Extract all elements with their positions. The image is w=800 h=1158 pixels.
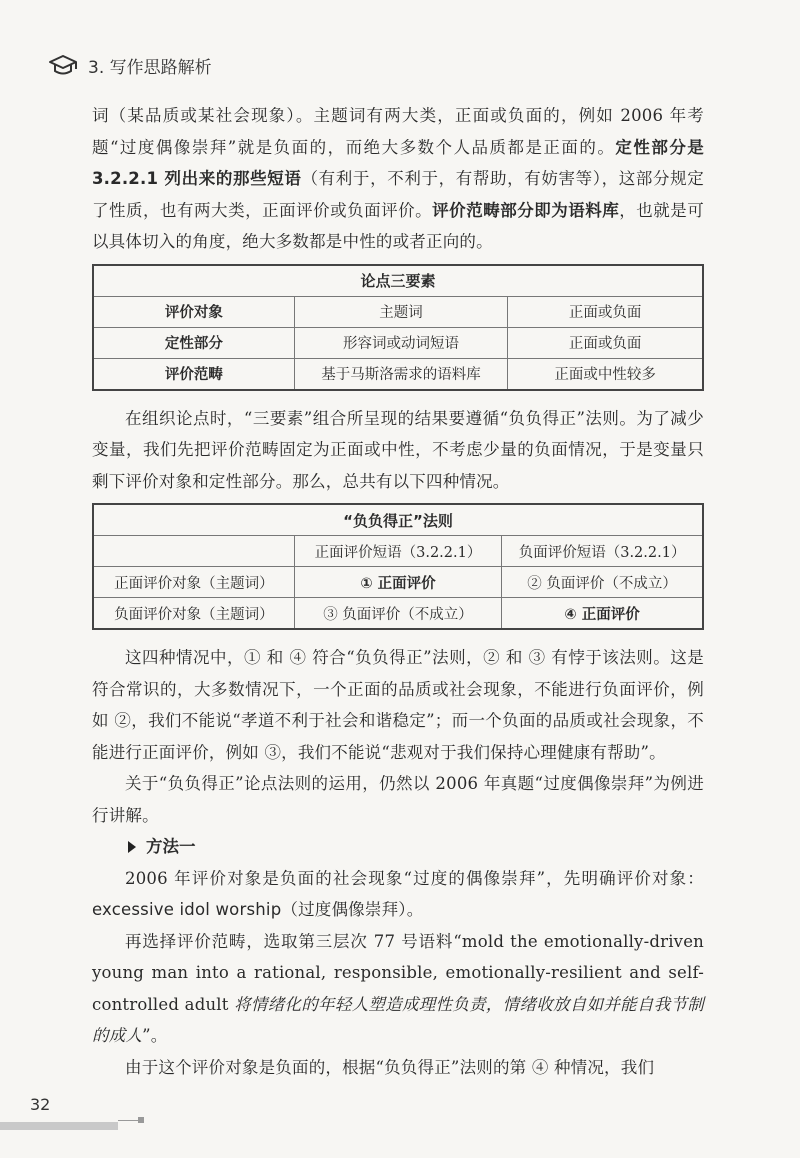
footer-dot <box>138 1117 144 1123</box>
table2-empty-cell <box>93 536 294 567</box>
table1-cell: 形容词或动词短语 <box>294 327 508 358</box>
para1-text-3: ，也就是可以具体切入的角度，绝大多数都是中性的或者正向的。 <box>92 200 704 251</box>
table1-row-label: 定性部分 <box>93 327 294 358</box>
table-row <box>93 358 703 390</box>
table-row <box>93 327 703 358</box>
table1-cell: 正面或中性较多 <box>508 358 703 390</box>
para1-bold-2: 评价范畴部分即为语料库 <box>432 200 620 220</box>
page-body <box>92 100 704 1083</box>
table1-row-label: 评价对象 <box>93 296 294 327</box>
table1-cell: 正面或负面 <box>508 296 703 327</box>
table2-col-header: 负面评价短语（3.2.2.1） <box>502 536 703 567</box>
triangle-bullet-icon <box>128 841 136 853</box>
table-row <box>93 598 703 630</box>
table2-row-label: 负面评价对象（主题词） <box>93 598 294 630</box>
table1-cell: 基于马斯洛需求的语料库 <box>294 358 508 390</box>
para1-text-2: （有利于，不利于，有帮助，有妨害等），这部分规定了性质，也有两大类，正面评价或负面评价。 <box>92 169 704 220</box>
paragraph-4: 关于“负负得正”论点法则的运用，仍然以 2006 年真题“过度偶像崇拜”为例进行讲解。 <box>92 774 704 825</box>
para6-end: ”。 <box>142 1026 168 1045</box>
paragraph-1 <box>92 100 704 258</box>
para5-text: 2006 年评价对象是负面的社会现象“过度的偶像崇拜”，先明确评价对象： <box>125 868 704 888</box>
paragraph-3: 这四种情况中，① 和 ④ 符合“负负得正”法则，② 和 ③ 有悖于该法则。这是符合常识的，大多数情况下，一个正面的品质或社会现象，不能进行负面评价，例如 ②，我们不能说“孝道不利于社会和谐稳定”；而一个负面的品质或社会现象，不能进行正面评价，例如 ③，我们不能说“悲观对于我们保持心理健康有帮助”。 <box>92 648 704 762</box>
table-row <box>93 567 703 598</box>
para1-text-1: 词（某品质或某社会现象）。主题词有两大类，正面或负面的，例如 2006 年考题“过度偶像崇拜”就是负面的，而绝大多数个人品质都是正面的。 <box>92 106 704 157</box>
para1-bold-1: 定性部分是 3.2.2.1 列出来的那些短语 <box>92 137 705 188</box>
three-elements-table <box>92 264 704 391</box>
table2-cell: ③ 负面评价（不成立） <box>294 598 501 630</box>
paragraph-6 <box>92 926 704 1052</box>
table1-cell: 正面或负面 <box>508 327 703 358</box>
graduation-cap-icon <box>48 53 78 77</box>
table2-cell: ① 正面评价 <box>294 567 501 598</box>
method-heading <box>92 831 704 863</box>
paragraph-2: 在组织论点时，“三要素”组合所呈现的结果要遵循“负负得正”法则。为了减少变量，我们先把评价范畴固定为正面或中性，不考虑少量的负面情况，于是变量只剩下评价对象和定性部分。那么，总共有以下四种情况。 <box>92 408 704 491</box>
table1-row-label: 评价范畴 <box>93 358 294 390</box>
chapter-header <box>48 50 212 80</box>
para5-tail: （过度偶像崇拜）。 <box>281 900 424 919</box>
para6-text: 再选择评价范畴，选取第三层次 77 号语料“ <box>125 931 462 951</box>
table-row <box>93 296 703 327</box>
paragraph-5 <box>92 863 704 926</box>
chapter-title: 3. 写作思路解析 <box>88 57 212 78</box>
table1-cell: 主题词 <box>294 296 508 327</box>
table2-title: “负负得正”法则 <box>93 504 703 536</box>
paragraph-7: 由于这个评价对象是负面的，根据“负负得正”法则的第 ④ 种情况，我们 <box>125 1057 655 1077</box>
page-number: 32 <box>30 1095 51 1114</box>
table-row <box>93 536 703 567</box>
table1-title: 论点三要素 <box>93 265 703 297</box>
footer-line <box>118 1120 140 1121</box>
method-label: 方法一 <box>146 837 196 856</box>
table2-cell: ④ 正面评价 <box>502 598 703 630</box>
para6-english: mold the emotionally-driven young man into a rational, responsible, emotionally-resilient and self-controlled adult <box>92 931 704 1014</box>
table2-row-label: 正面评价对象（主题词） <box>93 567 294 598</box>
negative-negative-positive-table <box>92 503 704 630</box>
table2-col-header: 正面评价短语（3.2.2.1） <box>294 536 501 567</box>
table2-cell: ② 负面评价（不成立） <box>502 567 703 598</box>
para5-english: excessive idol worship <box>92 900 282 919</box>
footer-bar <box>0 1122 118 1130</box>
para6-chinese-translation: 将情绪化的年轻人塑造成理性负责，情绪收放自如并能自我节制的成人 <box>92 994 705 1045</box>
